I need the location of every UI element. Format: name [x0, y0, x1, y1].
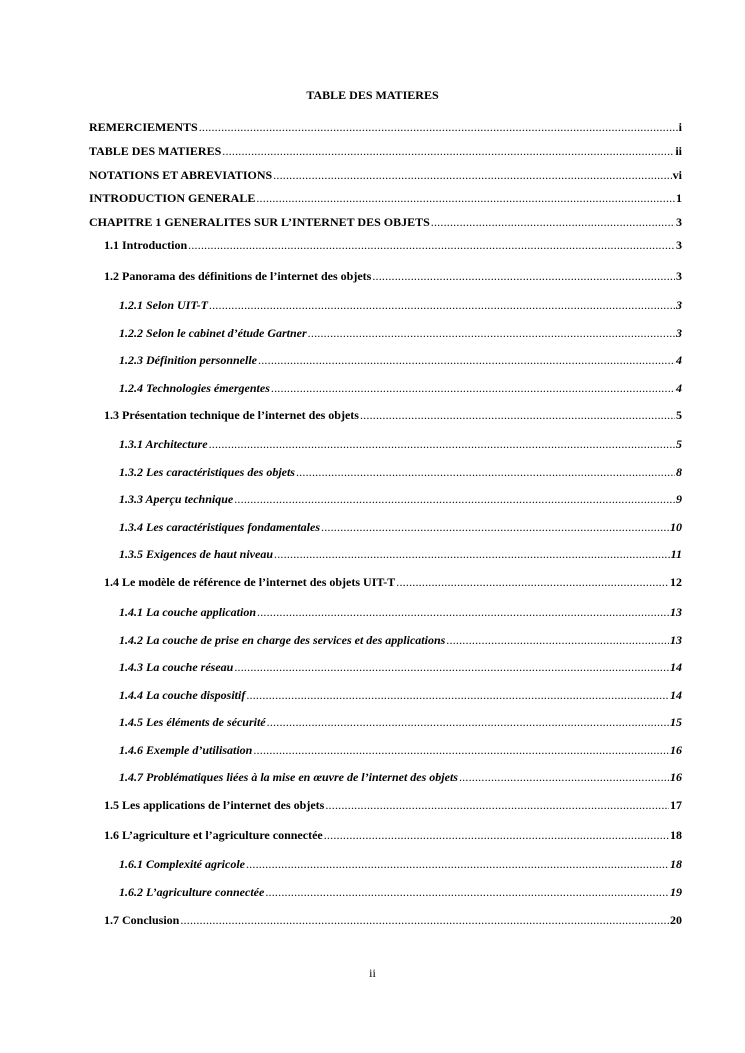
toc-entry-label: 1.4.6 Exemple d’utilisation	[119, 743, 253, 757]
toc-entry-label: 1.6 L’agriculture et l’agriculture connectée	[104, 828, 323, 842]
toc-entry[interactable]	[104, 408, 682, 422]
toc-entry-page: 3	[676, 269, 682, 283]
toc-entry[interactable]	[119, 381, 682, 395]
toc-entry-label: 1.3.4 Les caractéristiques fondamentales	[119, 520, 320, 534]
toc-entry-page: vi	[672, 168, 682, 182]
dot-leader	[199, 120, 678, 134]
toc-entry[interactable]	[104, 575, 682, 589]
toc-entry-page: 10	[670, 520, 682, 534]
toc-entry-label: 1.4.4 La couche dispositif	[119, 688, 246, 702]
toc-entry[interactable]	[119, 465, 682, 479]
toc-entry-label: 1.4.2 La couche de prise en charge des services et des applications	[119, 633, 446, 647]
dot-leader	[256, 191, 675, 205]
toc-entry-page: 14	[670, 660, 682, 674]
toc-entry-page: 15	[670, 715, 682, 729]
toc-entry[interactable]	[119, 857, 682, 871]
toc-entry-page: 13	[670, 633, 682, 647]
toc-entry[interactable]	[119, 688, 682, 702]
dot-leader	[246, 688, 669, 702]
toc-entry-page: 4	[676, 381, 682, 395]
toc-entry[interactable]	[89, 215, 682, 229]
toc-entry[interactable]	[119, 437, 682, 451]
dot-leader	[258, 353, 675, 367]
toc-entry-page: 5	[676, 437, 682, 451]
toc-entry-label: 1.4.1 La couche application	[119, 605, 256, 619]
toc-entry-page: 14	[670, 688, 682, 702]
toc-entry[interactable]	[119, 605, 682, 619]
toc-entry-page: 18	[670, 828, 682, 842]
toc-entry[interactable]	[119, 743, 682, 757]
toc-entry-page: 20	[670, 913, 682, 927]
toc-entry-page: 17	[670, 798, 682, 812]
toc-entry-label: 1.2.2 Selon le cabinet d’étude Gartner	[119, 326, 307, 340]
dot-leader	[246, 857, 669, 871]
dot-leader	[265, 885, 669, 899]
page-number: ii	[369, 966, 376, 980]
toc-entry-label: 1.1 Introduction	[104, 238, 188, 252]
page-title: TABLE DES MATIERES	[306, 88, 439, 102]
toc-entry-label: 1.3.5 Exigences de haut niveau	[119, 547, 274, 561]
dot-leader	[209, 298, 675, 312]
toc-entry[interactable]	[119, 547, 682, 561]
dot-leader	[209, 437, 675, 451]
toc-entry[interactable]	[119, 885, 682, 899]
toc-entry-page: 12	[670, 575, 682, 589]
toc-entry[interactable]	[119, 353, 682, 367]
toc-entry-label: 1.2.3 Définition personnelle	[119, 353, 258, 367]
toc-entry-page: 8	[676, 465, 682, 479]
dot-leader	[267, 715, 669, 729]
toc-entry[interactable]	[119, 715, 682, 729]
toc-entry-page: 4	[676, 353, 682, 367]
dot-leader	[180, 913, 669, 927]
toc-entry[interactable]	[119, 520, 682, 534]
toc-entry-label: 1.6.1 Complexité agricole	[119, 857, 245, 871]
dot-leader	[257, 605, 669, 619]
toc-entry-label: 1.5 Les applications de l’internet des objets	[104, 798, 325, 812]
dot-leader	[296, 465, 675, 479]
dot-leader	[273, 168, 671, 182]
dot-leader	[253, 743, 669, 757]
toc-entry-page: 16	[670, 743, 682, 757]
toc-entry-label: 1.4.3 La couche réseau	[119, 660, 234, 674]
toc-entry-page: 13	[670, 605, 682, 619]
toc-entry-page: 3	[676, 298, 682, 312]
dot-leader	[459, 770, 669, 784]
toc-entry[interactable]	[119, 298, 682, 312]
toc-entry-page: 18	[670, 857, 682, 871]
toc-entry[interactable]	[104, 238, 682, 252]
toc-entry[interactable]	[89, 168, 682, 182]
dot-leader	[222, 144, 674, 158]
toc-entry-label: 1.3.3 Aperçu technique	[119, 492, 234, 506]
toc-entry-label: 1.4 Le modèle de référence de l’internet des objets UIT-T	[104, 575, 396, 589]
toc-entry-label: 1.4.5 Les éléments de sécurité	[119, 715, 266, 729]
dot-leader	[321, 520, 669, 534]
toc-entry[interactable]	[119, 633, 682, 647]
toc-entry-page: 9	[676, 492, 682, 506]
toc-entry-label: 1.6.2 L’agriculture connectée	[119, 885, 265, 899]
toc-entry-label: CHAPITRE 1 GENERALITES SUR L’INTERNET DES OBJETS	[89, 215, 430, 229]
toc-entry-page: 3	[676, 326, 682, 340]
toc-entry-label: 1.3 Présentation technique de l’internet des objets	[104, 408, 359, 422]
toc-entry-page: ii	[675, 144, 682, 158]
dot-leader	[360, 408, 675, 422]
toc-entry[interactable]	[119, 660, 682, 674]
toc-entry[interactable]	[104, 798, 682, 812]
toc-entry[interactable]	[89, 120, 682, 134]
dot-leader	[324, 828, 669, 842]
dot-leader	[274, 547, 670, 561]
toc-entry-label: 1.3.1 Architecture	[119, 437, 208, 451]
toc-entry-page: 5	[676, 408, 682, 422]
toc-entry-label: NOTATIONS ET ABREVIATIONS	[89, 168, 273, 182]
dot-leader	[446, 633, 669, 647]
toc-entry-label: 1.4.7 Problématiques liées à la mise en œuvre de l’internet des objets	[119, 770, 458, 784]
dot-leader	[308, 326, 675, 340]
toc-entry-label: 1.7 Conclusion	[104, 913, 180, 927]
toc-entry[interactable]	[119, 770, 682, 784]
dot-leader	[372, 269, 675, 283]
toc-entry-label: 1.3.2 Les caractéristiques des objets	[119, 465, 295, 479]
toc-entry[interactable]	[104, 269, 682, 283]
dot-leader	[431, 215, 675, 229]
toc-entry[interactable]	[104, 913, 682, 927]
toc-entry[interactable]	[104, 828, 682, 842]
toc-entry-label: TABLE DES MATIERES	[89, 144, 222, 158]
toc-entry[interactable]	[89, 191, 682, 205]
toc-entry-page: i	[678, 120, 682, 134]
toc-entry[interactable]	[119, 326, 682, 340]
toc-entry-label: REMERCIEMENTS	[89, 120, 198, 134]
dot-leader	[188, 238, 675, 252]
toc-entry-label: 1.2.1 Selon UIT-T	[119, 298, 208, 312]
toc-entry-page: 11	[670, 547, 682, 561]
toc-entry-label: INTRODUCTION GENERALE	[89, 191, 256, 205]
dot-leader	[234, 492, 675, 506]
dot-leader	[234, 660, 669, 674]
toc-entry-page: 3	[676, 215, 682, 229]
toc-entry-page: 3	[676, 238, 682, 252]
toc-entry[interactable]	[119, 492, 682, 506]
toc-entry-label: 1.2.4 Technologies émergentes	[119, 381, 270, 395]
dot-leader	[271, 381, 675, 395]
dot-leader	[396, 575, 669, 589]
toc-entry-page: 19	[670, 885, 682, 899]
dot-leader	[325, 798, 669, 812]
toc-entry-page: 1	[676, 191, 682, 205]
toc-entry-label: 1.2 Panorama des définitions de l’internet des objets	[104, 269, 372, 283]
toc-entry-page: 16	[670, 770, 682, 784]
toc-entry[interactable]	[89, 144, 682, 158]
